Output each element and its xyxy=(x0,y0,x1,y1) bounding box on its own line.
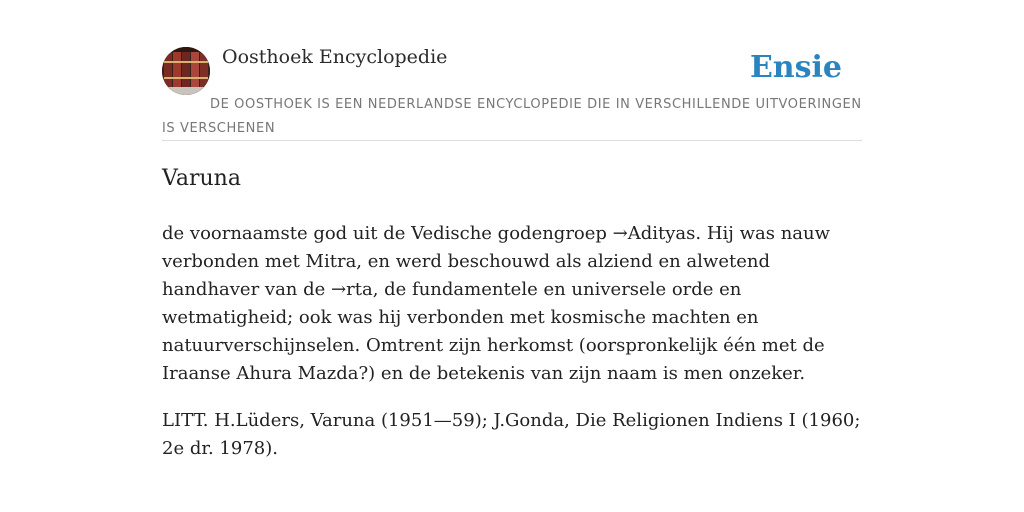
xref-link-adityas[interactable]: →Adityas xyxy=(612,223,696,244)
article-title: Varuna xyxy=(162,166,241,191)
book-spines-icon xyxy=(162,47,210,95)
xref-link-rta[interactable]: →rta xyxy=(331,279,373,300)
header xyxy=(162,44,862,141)
paragraph-text: , de fundamentele en universele orde en wetmatigheid; ook was hij verbonden met kosmische machten en natuurverschijnselen. Omtrent zijn herkomst (oorspronkelijk één met de Iraanse Ahura Mazda?) en de betekenis van zijn naam is men onzeker. xyxy=(162,279,825,384)
paragraph-text: de voornaamste god uit de Vedische godengroep xyxy=(162,223,613,244)
literature-paragraph: LITT. H.Lüders, Varuna (1951—59); J.Gonda, Die Religionen Indiens I (1960; 2e dr. 1978). xyxy=(162,410,861,459)
site-tagline: DE OOSTHOEK IS EEN NEDERLANDSE ENCYCLOPEDIE DIE IN VERSCHILLENDE UITVOERINGEN IS VERSCHENEN xyxy=(162,97,862,136)
article xyxy=(162,164,862,482)
paragraph-text: . Hij was nauw verbonden met Mitra, en werd beschouwd als alziend en alwetend handhaver van de xyxy=(162,223,831,300)
site-name[interactable]: Oosthoek Encyclopedie xyxy=(222,46,448,68)
brand-logo[interactable]: Ensie xyxy=(749,50,842,85)
avatar[interactable] xyxy=(162,47,210,95)
article-paragraph xyxy=(162,220,862,388)
